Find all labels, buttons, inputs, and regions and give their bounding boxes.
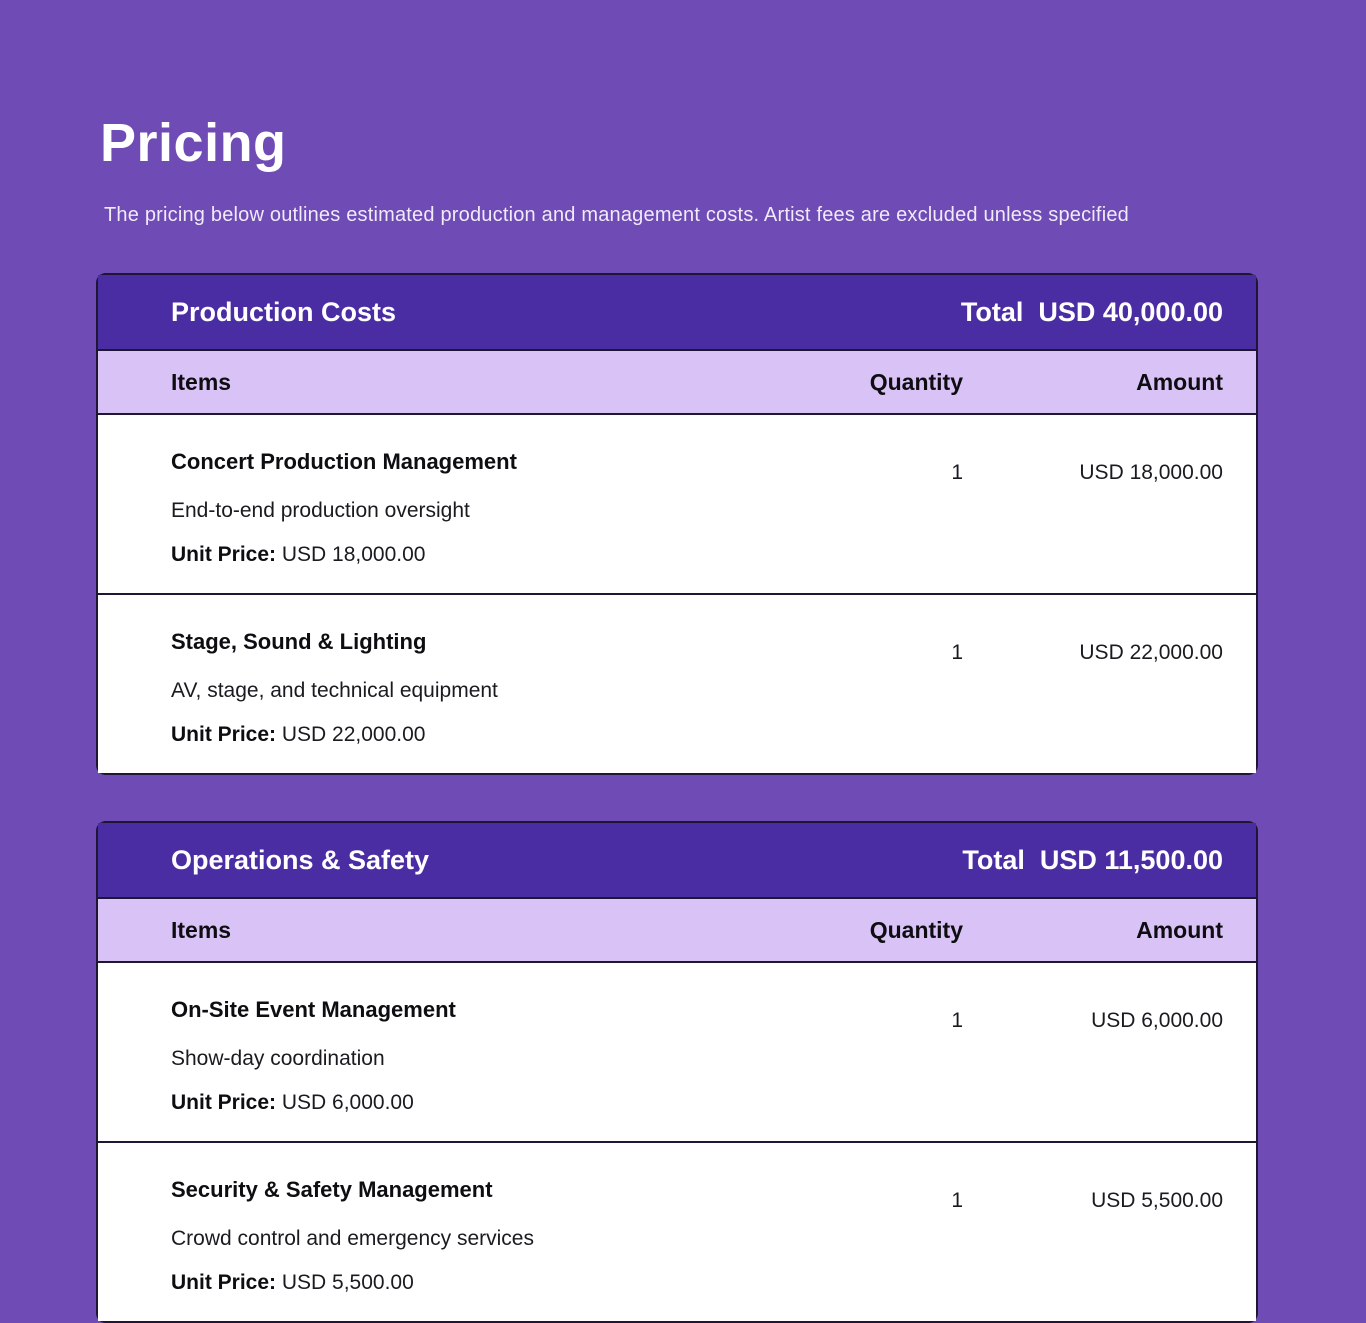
item-quantity: 1	[951, 1009, 963, 1032]
unit-price-label: Unit Price:	[171, 1271, 277, 1294]
unit-price-label: Unit Price:	[171, 723, 277, 746]
item-unit-price	[171, 1271, 763, 1295]
column-header-row	[98, 349, 1256, 413]
section-total	[961, 297, 1223, 328]
column-amount: Amount	[1136, 368, 1223, 395]
table-row	[98, 413, 1256, 593]
item-unit-price	[171, 1091, 763, 1115]
section-header	[98, 275, 1256, 349]
page-title: Pricing	[100, 113, 287, 173]
item-title: Concert Production Management	[171, 449, 517, 474]
item-amount: USD 22,000.00	[1079, 641, 1223, 664]
item-cell	[171, 629, 763, 747]
item-title: Security & Safety Management	[171, 1177, 493, 1202]
item-description: AV, stage, and technical equipment	[171, 679, 498, 702]
table-row	[98, 961, 1256, 1141]
item-amount: USD 18,000.00	[1079, 461, 1223, 484]
section-total	[962, 845, 1223, 876]
item-quantity: 1	[951, 1189, 963, 1212]
unit-price-label: Unit Price:	[171, 1091, 277, 1114]
item-quantity: 1	[951, 461, 963, 484]
item-cell	[171, 1177, 763, 1295]
total-value: USD 11,500.00	[1039, 844, 1223, 875]
item-description: End-to-end production oversight	[171, 499, 470, 522]
item-amount: USD 6,000.00	[1091, 1009, 1223, 1032]
item-description: Crowd control and emergency services	[171, 1227, 534, 1250]
table-row	[98, 1141, 1256, 1321]
item-cell	[171, 449, 763, 567]
pricing-page	[96, 0, 1258, 1323]
page-subtitle: The pricing below outlines estimated production and management costs. Artist fees are excluded unless specified	[104, 204, 1129, 226]
column-items: Items	[171, 368, 232, 395]
item-quantity: 1	[951, 641, 963, 664]
item-unit-price	[171, 543, 763, 567]
column-quantity: Quantity	[869, 916, 963, 943]
item-title: On-Site Event Management	[171, 997, 456, 1022]
unit-price-value: USD 22,000.00	[281, 723, 426, 746]
item-description: Show-day coordination	[171, 1047, 385, 1070]
unit-price-value: USD 6,000.00	[281, 1091, 414, 1114]
item-cell	[171, 997, 763, 1115]
pricing-table-operations-safety	[96, 821, 1258, 1323]
unit-price-value: USD 5,500.00	[281, 1271, 414, 1294]
unit-price-value: USD 18,000.00	[281, 543, 426, 566]
item-amount: USD 5,500.00	[1091, 1189, 1223, 1212]
pricing-table-production-costs	[96, 273, 1258, 775]
column-items: Items	[171, 916, 232, 943]
total-label: Total	[960, 296, 1024, 327]
section-title: Production Costs	[171, 296, 397, 327]
section-title: Operations & Safety	[171, 844, 430, 875]
table-row	[98, 593, 1256, 773]
item-unit-price	[171, 723, 763, 747]
unit-price-label: Unit Price:	[171, 543, 277, 566]
item-title: Stage, Sound & Lighting	[171, 629, 427, 654]
total-value: USD 40,000.00	[1038, 296, 1223, 327]
column-quantity: Quantity	[869, 368, 963, 395]
section-header	[98, 823, 1256, 897]
column-amount: Amount	[1136, 916, 1223, 943]
column-header-row	[98, 897, 1256, 961]
total-label: Total	[962, 844, 1025, 875]
